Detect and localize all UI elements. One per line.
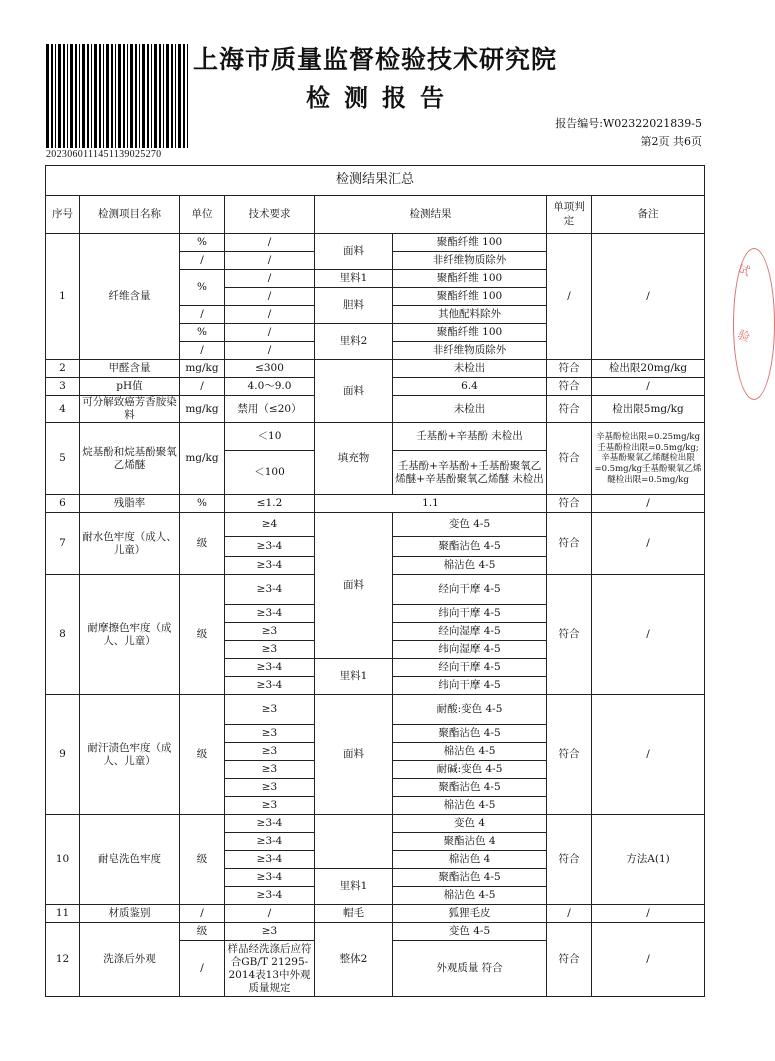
cell-item: 材质鉴别 <box>80 905 180 923</box>
cell-result: 棉沾色 4-5 <box>393 797 547 815</box>
page-number: 第2页 共6页 <box>640 135 702 148</box>
cell-verdict: 符合 <box>547 423 592 495</box>
cell-remark: / <box>592 378 705 396</box>
cell-remark: 检出限20mg/kg <box>592 360 705 378</box>
cell-result: 未检出 <box>393 360 547 378</box>
header-no: 序号 <box>46 196 80 234</box>
cell-result: 经向湿摩 4-5 <box>393 623 547 641</box>
cell-part: 里料2 <box>315 324 393 360</box>
cell-no: 8 <box>46 575 80 695</box>
cell-req: ≥3 <box>225 779 315 797</box>
cell-req: ≥3-4 <box>225 869 315 887</box>
cell-req: ≥3 <box>225 743 315 761</box>
cell-unit: 级 <box>180 815 225 905</box>
cell-no: 11 <box>46 905 80 923</box>
header-remark: 备注 <box>592 196 705 234</box>
cell-no: 2 <box>46 360 80 378</box>
cell-remark: 方法A(1) <box>592 815 705 905</box>
cell-result: 聚酯沾色 4 <box>393 833 547 851</box>
cell-unit: / <box>180 378 225 396</box>
header-item: 检测项目名称 <box>80 196 180 234</box>
cell-no: 5 <box>46 423 80 495</box>
cell-unit: / <box>180 252 225 270</box>
cell-part: 里料1 <box>315 869 393 905</box>
cell-result: 6.4 <box>393 378 547 396</box>
cell-result: 1.1 <box>315 495 547 513</box>
cell-unit: % <box>180 270 225 306</box>
cell-part: 胆料 <box>315 288 393 324</box>
cell-no: 9 <box>46 695 80 815</box>
table-row <box>46 423 705 451</box>
cell-result: 壬基酚+辛基酚 未检出 <box>393 423 547 451</box>
cell-req: / <box>225 288 315 306</box>
cell-no: 4 <box>46 396 80 423</box>
cell-req: ≥3 <box>225 761 315 779</box>
cell-req: ≥3-4 <box>225 851 315 869</box>
header-req: 技术要求 <box>225 196 315 234</box>
cell-item: 耐皂洗色牢度 <box>80 815 180 905</box>
stamp-char: 验 <box>735 327 752 345</box>
cell-result: 纬向湿摩 4-5 <box>393 641 547 659</box>
cell-req: ≤300 <box>225 360 315 378</box>
cell-req: ≥3-4 <box>225 833 315 851</box>
cell-result: 棉沾色 4 <box>393 851 547 869</box>
cell-req: ≥3 <box>225 797 315 815</box>
cell-req: ≥3-4 <box>225 887 315 905</box>
cell-verdict: / <box>547 905 592 923</box>
cell-unit: / <box>180 306 225 324</box>
table-caption: 检测结果汇总 <box>46 166 705 196</box>
stamp-char: 试 <box>735 261 752 279</box>
cell-req: ≥3-4 <box>225 815 315 833</box>
cell-remark: / <box>592 513 705 575</box>
table-row <box>46 234 705 252</box>
cell-result: 聚酯纤维 100 <box>393 288 547 306</box>
cell-req: ≥3 <box>225 923 315 941</box>
cell-remark: / <box>592 905 705 923</box>
cell-result: 纬向干摩 4-5 <box>393 677 547 695</box>
cell-result: 非纤维物质除外 <box>393 342 547 360</box>
cell-verdict: 符合 <box>547 495 592 513</box>
cell-unit: % <box>180 324 225 342</box>
cell-req: / <box>225 905 315 923</box>
cell-part: 帽毛 <box>315 905 393 923</box>
cell-req: ≥3 <box>225 641 315 659</box>
cell-result: 壬基酚+辛基酚+壬基酚聚氧乙烯醚+辛基酚聚氧乙烯醚 未检出 <box>393 451 547 495</box>
cell-unit: mg/kg <box>180 360 225 378</box>
cell-req: / <box>225 342 315 360</box>
cell-part-empty <box>315 815 393 869</box>
cell-unit: 级 <box>180 513 225 575</box>
cell-result: 棉沾色 4-5 <box>393 743 547 761</box>
cell-result: 耐酸:变色 4-5 <box>393 695 547 725</box>
cell-item: pH值 <box>80 378 180 396</box>
cell-result: 变色 4-5 <box>393 923 547 941</box>
cell-req: ≥3 <box>225 695 315 725</box>
cell-unit: % <box>180 234 225 252</box>
cell-verdict: 符合 <box>547 378 592 396</box>
header-result: 检测结果 <box>315 196 547 234</box>
cell-req: 样品经洗涤后应符合GB/T 21295-2014表13中外观质量规定 <box>225 941 315 997</box>
cell-req: ≥3-4 <box>225 557 315 575</box>
cell-verdict: / <box>547 234 592 360</box>
cell-result: 其他配料除外 <box>393 306 547 324</box>
cell-part: 填充物 <box>315 423 393 495</box>
cell-unit: mg/kg <box>180 423 225 495</box>
report-number: 报告编号:W02322021839-5 <box>555 117 702 130</box>
cell-result: 聚酯沾色 4-5 <box>393 537 547 557</box>
header-verdict: 单项判定 <box>547 196 592 234</box>
cell-unit: 级 <box>180 695 225 815</box>
cell-req: 4.0～9.0 <box>225 378 315 396</box>
barcode-number: 20230601114511390252​70 <box>46 149 162 160</box>
cell-result: 经向干摩 4-5 <box>393 659 547 677</box>
cell-req: ≥3 <box>225 623 315 641</box>
cell-req: ≥3-4 <box>225 575 315 605</box>
table-row <box>46 923 705 941</box>
cell-req: / <box>225 270 315 288</box>
cell-result: 变色 4 <box>393 815 547 833</box>
cell-item: 耐水色牢度（成人、儿童） <box>80 513 180 575</box>
table-row <box>46 695 705 725</box>
cell-result: 非纤维物质除外 <box>393 252 547 270</box>
cell-result: 聚酯沾色 4-5 <box>393 779 547 797</box>
table-row <box>46 905 705 923</box>
cell-item: 可分解致癌芳香胺染料 <box>80 396 180 423</box>
cell-part: 里料1 <box>315 659 393 695</box>
cell-req: ≤1.2 <box>225 495 315 513</box>
cell-req: ＜100 <box>225 451 315 495</box>
cell-result: 狐狸毛皮 <box>393 905 547 923</box>
cell-part: 面料 <box>315 360 393 423</box>
cell-part: 整体2 <box>315 923 393 997</box>
cell-req: ≥3-4 <box>225 605 315 623</box>
cell-unit: 级 <box>180 923 225 941</box>
organization-name: 上海市质量监督检验技术研究院 <box>192 45 557 74</box>
cell-req: 禁用（≤20） <box>225 396 315 423</box>
cell-verdict: 符合 <box>547 695 592 815</box>
cell-req: ＜10 <box>225 423 315 451</box>
header-unit: 单位 <box>180 196 225 234</box>
cell-req: ≥3-4 <box>225 659 315 677</box>
cell-part: 面料 <box>315 695 393 815</box>
cell-no: 7 <box>46 513 80 575</box>
cell-part: 面料 <box>315 234 393 270</box>
cell-result: 聚酯沾色 4-5 <box>393 725 547 743</box>
cell-result: 聚酯沾色 4-5 <box>393 869 547 887</box>
cell-result: 耐碱:变色 4-5 <box>393 761 547 779</box>
cell-result: 未检出 <box>393 396 547 423</box>
cell-result: 外观质量 符合 <box>393 941 547 997</box>
cell-req: / <box>225 306 315 324</box>
cell-item: 甲醛含量 <box>80 360 180 378</box>
cell-item: 残脂率 <box>80 495 180 513</box>
cell-part: 面料 <box>315 513 393 659</box>
cell-unit: % <box>180 495 225 513</box>
cell-no: 10 <box>46 815 80 905</box>
cell-unit: / <box>180 905 225 923</box>
cell-remark: 检出限5mg/kg <box>592 396 705 423</box>
cell-item: 烷基酚和烷基酚聚氧乙烯醚 <box>80 423 180 495</box>
cell-item: 耐摩擦色牢度（成人、儿童） <box>80 575 180 695</box>
cell-result: 棉沾色 4-5 <box>393 557 547 575</box>
cell-item: 纤维含量 <box>80 234 180 360</box>
cell-result: 纬向干摩 4-5 <box>393 605 547 623</box>
cell-unit: mg/kg <box>180 396 225 423</box>
table-row <box>46 513 705 537</box>
cell-result: 聚酯纤维 100 <box>393 324 547 342</box>
cell-remark: / <box>592 234 705 360</box>
cell-unit: / <box>180 342 225 360</box>
cell-verdict: 符合 <box>547 815 592 905</box>
document-title: 检测报告 <box>306 83 458 112</box>
cell-remark: / <box>592 495 705 513</box>
cell-item: 耐汗渍色牢度（成人、儿童） <box>80 695 180 815</box>
cell-unit: 级 <box>180 575 225 695</box>
table-row <box>46 360 705 378</box>
cell-req: ≥4 <box>225 513 315 537</box>
cell-no: 12 <box>46 923 80 997</box>
cell-remark: / <box>592 695 705 815</box>
cell-req: ≥3 <box>225 725 315 743</box>
cell-remark: 辛基酚检出限=0.25mg/kg壬基酚检出限=0.5mg/kg;辛基酚聚氧乙烯醚检出限=0.5mg/kg壬基酚聚氧乙烯醚检出限=0.5mg/kg <box>592 423 705 495</box>
table-header-row <box>46 196 705 234</box>
cell-remark: / <box>592 575 705 695</box>
cell-remark: / <box>592 923 705 997</box>
cell-no: 3 <box>46 378 80 396</box>
table-row <box>46 815 705 833</box>
table-caption-row <box>46 166 705 196</box>
cell-req: ≥3-4 <box>225 677 315 695</box>
cell-result: 聚酯纤维 100 <box>393 234 547 252</box>
cell-part: 里料1 <box>315 270 393 288</box>
cell-req: ≥3-4 <box>225 537 315 557</box>
results-table <box>45 165 705 997</box>
cell-result: 棉沾色 4-5 <box>393 887 547 905</box>
cell-result: 聚酯纤维 100 <box>393 270 547 288</box>
cell-req: / <box>225 252 315 270</box>
cell-verdict: 符合 <box>547 513 592 575</box>
cell-item: 洗涤后外观 <box>80 923 180 997</box>
cell-verdict: 符合 <box>547 575 592 695</box>
cell-req: / <box>225 234 315 252</box>
cell-verdict: 符合 <box>547 360 592 378</box>
cell-req: / <box>225 324 315 342</box>
cell-no: 6 <box>46 495 80 513</box>
table-row <box>46 495 705 513</box>
seal-stamp <box>733 248 775 400</box>
cell-result: 经向干摩 4-5 <box>393 575 547 605</box>
cell-unit: / <box>180 941 225 997</box>
cell-no: 1 <box>46 234 80 360</box>
cell-verdict: 符合 <box>547 923 592 997</box>
cell-verdict: 符合 <box>547 396 592 423</box>
cell-result: 变色 4-5 <box>393 513 547 537</box>
